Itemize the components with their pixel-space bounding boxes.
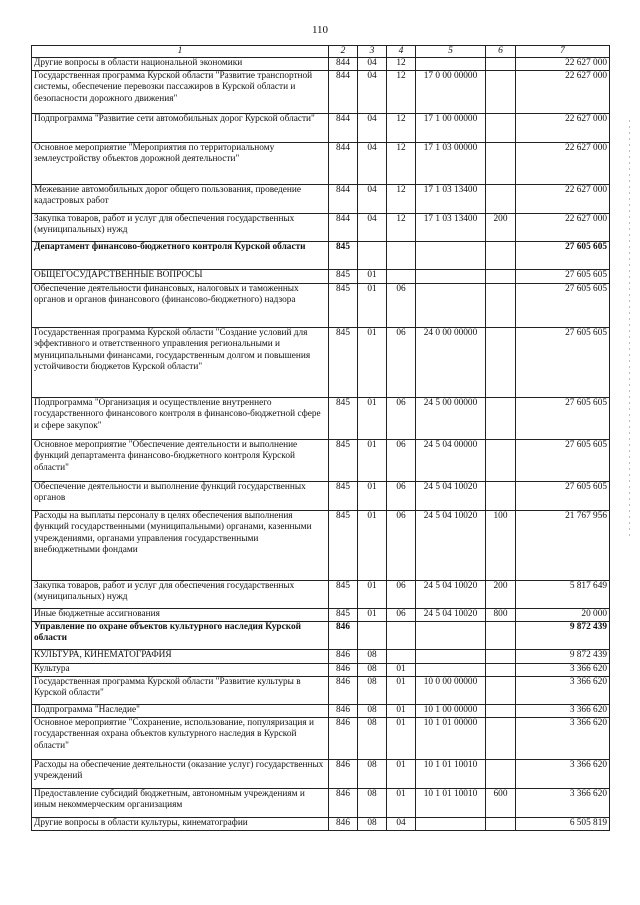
amount-cell: 27 605 605 <box>516 397 610 439</box>
ministry-code-cell: 845 <box>329 481 358 510</box>
table-row <box>32 184 610 213</box>
subsection-code-cell <box>387 621 416 649</box>
target-code-cell: 24 5 04 10020 <box>416 580 486 608</box>
target-code-cell <box>416 817 486 830</box>
target-code-cell <box>416 269 486 283</box>
table-row <box>32 759 610 788</box>
section-code-cell: 01 <box>358 283 387 327</box>
section-code-cell: 04 <box>358 70 387 113</box>
target-code-cell: 10 1 01 10010 <box>416 759 486 788</box>
subsection-code-cell: 06 <box>387 397 416 439</box>
amount-cell: 22 627 000 <box>516 113 610 142</box>
section-code-cell: 08 <box>358 649 387 663</box>
section-code-cell <box>358 621 387 649</box>
section-code-cell: 01 <box>358 269 387 283</box>
ministry-code-cell: 846 <box>329 788 358 817</box>
target-code-cell <box>416 241 486 269</box>
target-code-cell <box>416 621 486 649</box>
expense-type-cell <box>486 717 516 759</box>
row-name-cell: Закупка товаров, работ и услуг для обеспечения государственных (муниципальных) нужд <box>32 580 329 608</box>
expense-type-cell <box>486 817 516 830</box>
subsection-code-cell: 06 <box>387 327 416 397</box>
amount-cell: 3 366 620 <box>516 663 610 676</box>
expense-type-cell: 800 <box>486 608 516 621</box>
subsection-code-cell: 06 <box>387 439 416 481</box>
target-code-cell: 17 1 00 00000 <box>416 113 486 142</box>
subsection-code-cell: 01 <box>387 704 416 717</box>
subsection-code-cell: 12 <box>387 58 416 71</box>
table-row <box>32 439 610 481</box>
section-code-cell: 08 <box>358 817 387 830</box>
section-code-cell: 08 <box>358 788 387 817</box>
table-row <box>32 481 610 510</box>
amount-cell: 3 366 620 <box>516 759 610 788</box>
ministry-code-cell: 845 <box>329 283 358 327</box>
table-row <box>32 510 610 580</box>
subsection-code-cell: 12 <box>387 142 416 184</box>
row-name-cell: Основное мероприятие "Обеспечение деятельности и выполнение функций департамента финансово-бюджетного контроля Курской области" <box>32 439 329 481</box>
table-row <box>32 327 610 397</box>
table-row <box>32 621 610 649</box>
table-row <box>32 649 610 663</box>
column-header: 4 <box>387 46 416 58</box>
expense-type-cell <box>486 241 516 269</box>
amount-cell: 9 872 439 <box>516 621 610 649</box>
section-code-cell: 08 <box>358 717 387 759</box>
table-body <box>32 58 610 831</box>
column-number-row <box>32 46 610 58</box>
amount-cell: 27 605 605 <box>516 269 610 283</box>
section-code-cell: 01 <box>358 397 387 439</box>
row-name-cell: Подпрограмма "Развитие сети автомобильных дорог Курской области" <box>32 113 329 142</box>
budget-table <box>31 45 610 831</box>
subsection-code-cell <box>387 269 416 283</box>
subsection-code-cell: 12 <box>387 113 416 142</box>
subsection-code-cell: 12 <box>387 213 416 241</box>
target-code-cell: 17 1 03 00000 <box>416 142 486 184</box>
amount-cell: 3 366 620 <box>516 717 610 759</box>
section-code-cell: 04 <box>358 113 387 142</box>
ministry-code-cell: 846 <box>329 759 358 788</box>
amount-cell: 22 627 000 <box>516 70 610 113</box>
ministry-code-cell: 846 <box>329 817 358 830</box>
subsection-code-cell: 06 <box>387 580 416 608</box>
subsection-code-cell: 01 <box>387 759 416 788</box>
section-code-cell: 04 <box>358 58 387 71</box>
section-code-cell: 08 <box>358 704 387 717</box>
section-code-cell: 08 <box>358 759 387 788</box>
column-header: 1 <box>32 46 329 58</box>
expense-type-cell: 200 <box>486 580 516 608</box>
section-code-cell: 04 <box>358 184 387 213</box>
section-code-cell: 01 <box>358 481 387 510</box>
target-code-cell <box>416 663 486 676</box>
expense-type-cell: 200 <box>486 213 516 241</box>
ministry-code-cell: 846 <box>329 676 358 704</box>
amount-cell: 22 627 000 <box>516 213 610 241</box>
ministry-code-cell: 844 <box>329 184 358 213</box>
section-code-cell: 01 <box>358 510 387 580</box>
row-name-cell: Подпрограмма "Организация и осуществление внутреннего государственного финансового контроля в финансово-бюджетной сфере и сфере закупок" <box>32 397 329 439</box>
row-name-cell: Обеспечение деятельности и выполнение функций государственных органов <box>32 481 329 510</box>
target-code-cell: 10 1 00 00000 <box>416 704 486 717</box>
row-name-cell: Другие вопросы в области культуры, кинематографии <box>32 817 329 830</box>
amount-cell: 21 767 956 <box>516 510 610 580</box>
expense-type-cell <box>486 397 516 439</box>
row-name-cell: Закупка товаров, работ и услуг для обеспечения государственных (муниципальных) нужд <box>32 213 329 241</box>
expense-type-cell: 100 <box>486 510 516 580</box>
row-name-cell: Обеспечение деятельности финансовых, налоговых и таможенных органов и органов финансового (финансово-бюджетного) надзора <box>32 283 329 327</box>
expense-type-cell <box>486 649 516 663</box>
amount-cell: 3 366 620 <box>516 788 610 817</box>
table-row <box>32 70 610 113</box>
target-code-cell: 10 1 01 00000 <box>416 717 486 759</box>
target-code-cell <box>416 283 486 327</box>
ministry-code-cell: 845 <box>329 510 358 580</box>
target-code-cell: 24 5 04 00000 <box>416 439 486 481</box>
expense-type-cell <box>486 663 516 676</box>
row-name-cell: Подпрограмма "Наследие" <box>32 704 329 717</box>
row-name-cell: Культура <box>32 663 329 676</box>
row-name-cell: Предоставление субсидий бюджетным, автономным учреждениям и иным некоммерческим организациям <box>32 788 329 817</box>
section-code-cell: 08 <box>358 663 387 676</box>
subsection-code-cell: 06 <box>387 510 416 580</box>
expense-type-cell <box>486 70 516 113</box>
section-code-cell: 04 <box>358 213 387 241</box>
ministry-code-cell: 845 <box>329 608 358 621</box>
column-header: 5 <box>416 46 486 58</box>
subsection-code-cell: 06 <box>387 283 416 327</box>
table-row <box>32 142 610 184</box>
ministry-code-cell: 845 <box>329 327 358 397</box>
target-code-cell: 17 1 03 13400 <box>416 213 486 241</box>
amount-cell: 22 627 000 <box>516 142 610 184</box>
column-header: 3 <box>358 46 387 58</box>
section-code-cell: 01 <box>358 327 387 397</box>
row-name-cell: Иные бюджетные ассигнования <box>32 608 329 621</box>
row-name-cell: Государственная программа Курской области "Создание условий для эффективного и ответственного управления региональными и муниципальными финансами, государственным долгом и повышения устойчивости бюджетов Курской области" <box>32 327 329 397</box>
subsection-code-cell: 12 <box>387 184 416 213</box>
subsection-code-cell: 01 <box>387 717 416 759</box>
expense-type-cell <box>486 327 516 397</box>
ministry-code-cell: 846 <box>329 649 358 663</box>
ministry-code-cell: 844 <box>329 58 358 71</box>
row-name-cell: КУЛЬТУРА, КИНЕМАТОГРАФИЯ <box>32 649 329 663</box>
table-row <box>32 283 610 327</box>
subsection-code-cell <box>387 241 416 269</box>
amount-cell: 3 366 620 <box>516 704 610 717</box>
section-code-cell: 01 <box>358 580 387 608</box>
row-name-cell: Другие вопросы в области национальной экономики <box>32 58 329 71</box>
scan-edge-mark <box>629 120 630 540</box>
subsection-code-cell: 01 <box>387 663 416 676</box>
subsection-code-cell: 06 <box>387 481 416 510</box>
row-name-cell: ОБЩЕГОСУДАРСТВЕННЫЕ ВОПРОСЫ <box>32 269 329 283</box>
expense-type-cell <box>486 58 516 71</box>
expense-type-cell <box>486 676 516 704</box>
row-name-cell: Межевание автомобильных дорог общего пользования, проведение кадастровых работ <box>32 184 329 213</box>
row-name-cell: Государственная программа Курской области "Развитие культуры в Курской области" <box>32 676 329 704</box>
target-code-cell: 17 0 00 00000 <box>416 70 486 113</box>
section-code-cell: 08 <box>358 676 387 704</box>
ministry-code-cell: 846 <box>329 621 358 649</box>
subsection-code-cell: 01 <box>387 788 416 817</box>
table-row <box>32 608 610 621</box>
target-code-cell: 24 5 04 10020 <box>416 481 486 510</box>
subsection-code-cell <box>387 649 416 663</box>
table-row <box>32 397 610 439</box>
target-code-cell <box>416 58 486 71</box>
expense-type-cell <box>486 269 516 283</box>
target-code-cell: 24 5 04 10020 <box>416 510 486 580</box>
ministry-code-cell: 846 <box>329 663 358 676</box>
ministry-code-cell: 846 <box>329 704 358 717</box>
subsection-code-cell: 06 <box>387 608 416 621</box>
expense-type-cell <box>486 621 516 649</box>
target-code-cell: 10 1 01 10010 <box>416 788 486 817</box>
row-name-cell: Основное мероприятие "Мероприятия по территориальному землеустройству объектов дорожной деятельности" <box>32 142 329 184</box>
expense-type-cell: 600 <box>486 788 516 817</box>
row-name-cell: Управление по охране объектов культурного наследия Курской области <box>32 621 329 649</box>
amount-cell: 5 817 649 <box>516 580 610 608</box>
amount-cell: 27 605 605 <box>516 241 610 269</box>
row-name-cell: Расходы на обеспечение деятельности (оказание услуг) государственных учреждений <box>32 759 329 788</box>
column-header: 7 <box>516 46 610 58</box>
table-row <box>32 580 610 608</box>
target-code-cell <box>416 649 486 663</box>
table-row <box>32 717 610 759</box>
ministry-code-cell: 844 <box>329 213 358 241</box>
table-row <box>32 269 610 283</box>
expense-type-cell <box>486 113 516 142</box>
expense-type-cell <box>486 184 516 213</box>
expense-type-cell <box>486 704 516 717</box>
table-row <box>32 817 610 830</box>
row-name-cell: Основное мероприятие "Сохранение, использование, популяризация и государственная охрана объектов культурного наследия в Курской области" <box>32 717 329 759</box>
table-row <box>32 663 610 676</box>
table-row <box>32 113 610 142</box>
amount-cell: 6 505 819 <box>516 817 610 830</box>
table-row <box>32 676 610 704</box>
ministry-code-cell: 845 <box>329 580 358 608</box>
ministry-code-cell: 845 <box>329 439 358 481</box>
expense-type-cell <box>486 439 516 481</box>
expense-type-cell <box>486 142 516 184</box>
target-code-cell: 17 1 03 13400 <box>416 184 486 213</box>
expense-type-cell <box>486 481 516 510</box>
section-code-cell: 01 <box>358 439 387 481</box>
target-code-cell: 10 0 00 00000 <box>416 676 486 704</box>
amount-cell: 22 627 000 <box>516 184 610 213</box>
column-header: 6 <box>486 46 516 58</box>
subsection-code-cell: 12 <box>387 70 416 113</box>
page-number: 110 <box>311 24 329 36</box>
expense-type-cell <box>486 759 516 788</box>
subsection-code-cell: 04 <box>387 817 416 830</box>
row-name-cell: Расходы на выплаты персоналу в целях обеспечения выполнения функций государственными (муниципальными) органами, казенными учреждениями, органами управления государственными внебюджетными фондами <box>32 510 329 580</box>
column-header: 2 <box>329 46 358 58</box>
amount-cell: 27 605 605 <box>516 327 610 397</box>
table-row <box>32 704 610 717</box>
ministry-code-cell: 844 <box>329 113 358 142</box>
section-code-cell: 01 <box>358 608 387 621</box>
table-row <box>32 58 610 71</box>
amount-cell: 3 366 620 <box>516 676 610 704</box>
row-name-cell: Департамент финансово-бюджетного контроля Курской области <box>32 241 329 269</box>
table-row <box>32 241 610 269</box>
target-code-cell: 24 5 04 10020 <box>416 608 486 621</box>
section-code-cell <box>358 241 387 269</box>
ministry-code-cell: 845 <box>329 241 358 269</box>
amount-cell: 9 872 439 <box>516 649 610 663</box>
ministry-code-cell: 845 <box>329 397 358 439</box>
ministry-code-cell: 844 <box>329 70 358 113</box>
amount-cell: 27 605 605 <box>516 283 610 327</box>
row-name-cell: Государственная программа Курской области "Развитие транспортной системы, обеспечение перевозки пассажиров в Курской области и безопасности дорожного движения" <box>32 70 329 113</box>
amount-cell: 22 627 000 <box>516 58 610 71</box>
amount-cell: 20 000 <box>516 608 610 621</box>
amount-cell: 27 605 605 <box>516 481 610 510</box>
table-row <box>32 788 610 817</box>
target-code-cell: 24 5 00 00000 <box>416 397 486 439</box>
ministry-code-cell: 845 <box>329 269 358 283</box>
ministry-code-cell: 844 <box>329 142 358 184</box>
table-row <box>32 213 610 241</box>
ministry-code-cell: 846 <box>329 717 358 759</box>
section-code-cell: 04 <box>358 142 387 184</box>
target-code-cell: 24 0 00 00000 <box>416 327 486 397</box>
subsection-code-cell: 01 <box>387 676 416 704</box>
amount-cell: 27 605 605 <box>516 439 610 481</box>
expense-type-cell <box>486 283 516 327</box>
